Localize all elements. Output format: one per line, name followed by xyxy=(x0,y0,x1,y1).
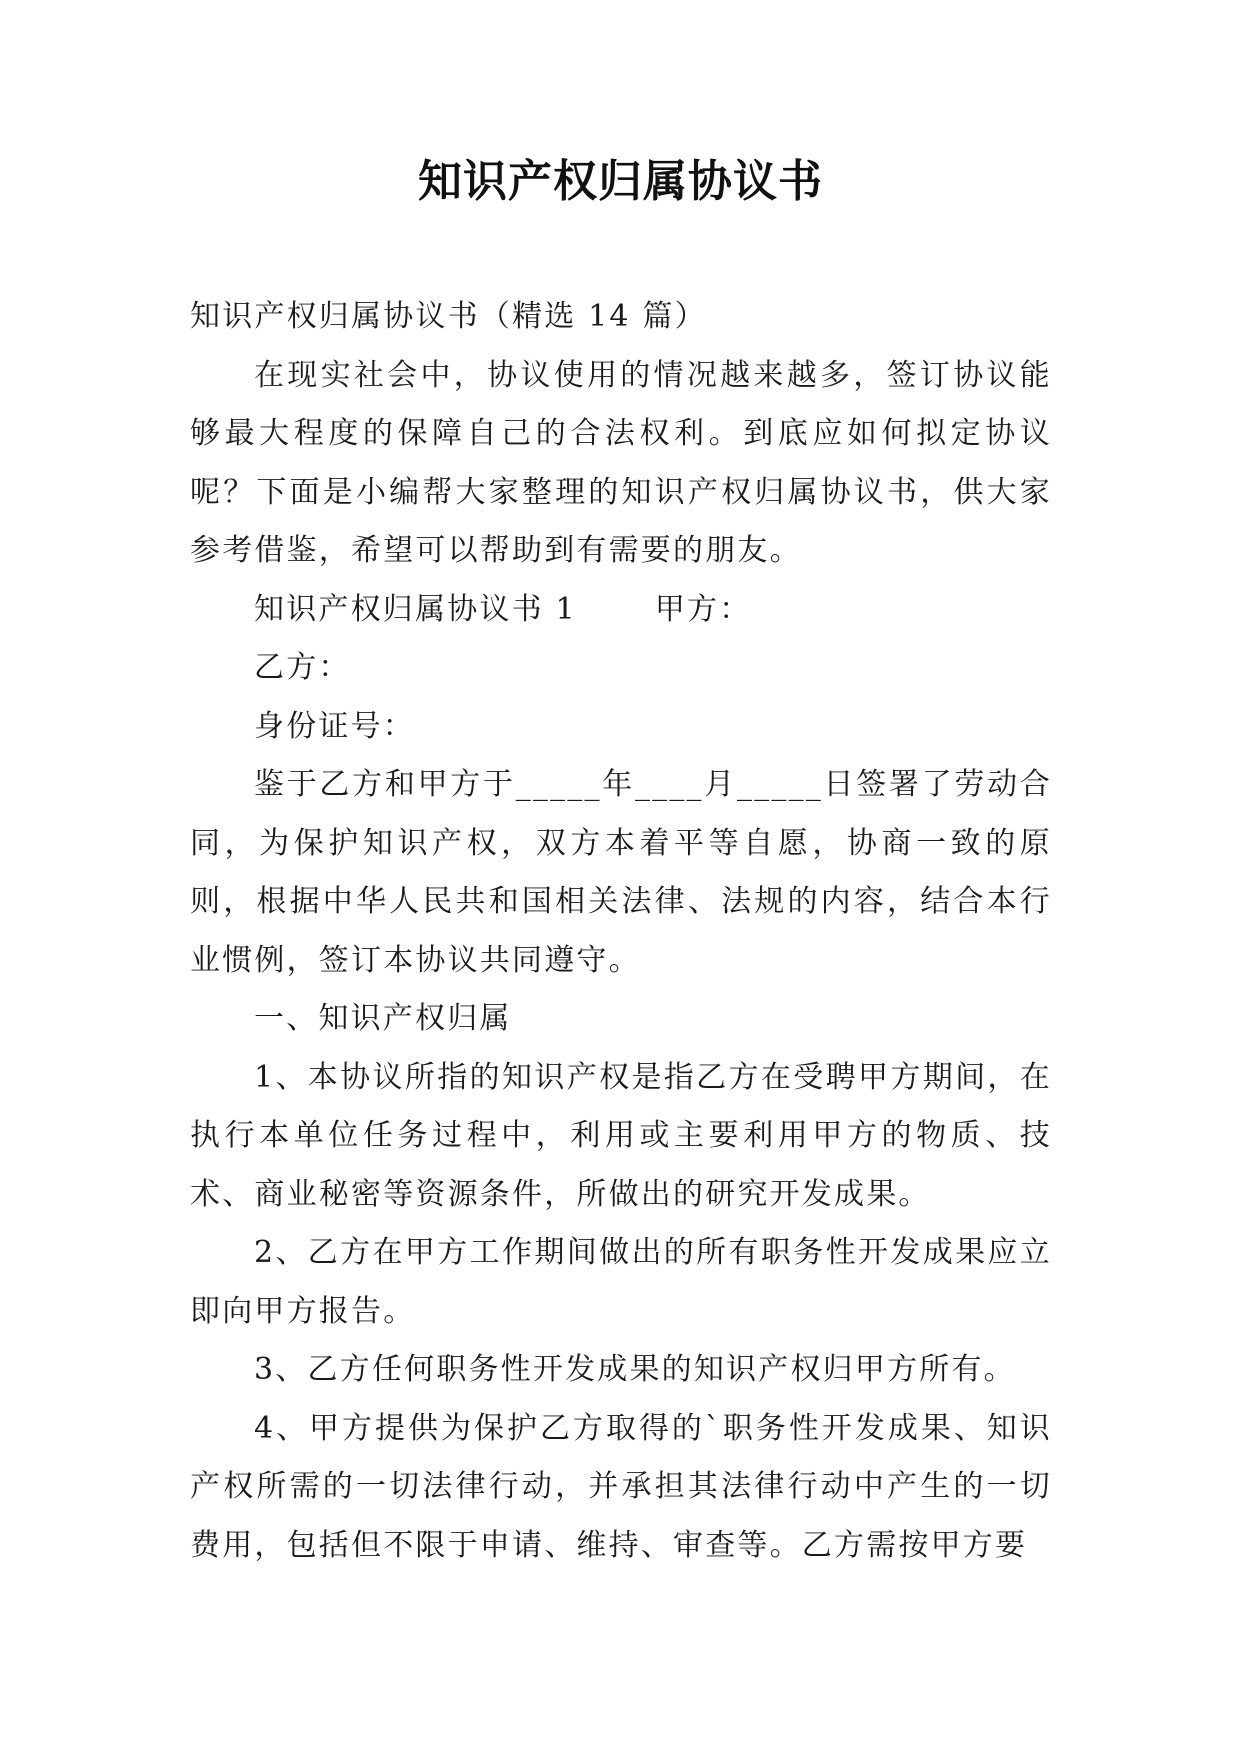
section-heading: 知识产权归属协议书 1 xyxy=(254,591,577,627)
clause-3: 3、乙方任何职务性开发成果的知识产权归甲方所有。 xyxy=(254,1352,1016,1387)
intro-paragraph: 在现实社会中，协议使用的情况越来越多，签订协议能够最大程度的保障自己的合法权利。到底应如何拟定协议呢？下面是小编帮大家整理的知识产权归属协议书，供大家参考借鉴，希望可以帮助到有需要的朋友。 xyxy=(190,357,1052,568)
section-heading-line xyxy=(190,581,1052,640)
clause-1: 1、本协议所指的知识产权是指乙方在受聘甲方期间，在执行本单位任务过程中，利用或主要利用甲方的物质、技术、商业秘密等资源条件，所做出的研究开发成果。 xyxy=(190,1059,1052,1212)
id-number-label: 身份证号： xyxy=(254,708,415,744)
clause-2: 2、乙方在甲方工作期间做出的所有职务性开发成果应立即向甲方报告。 xyxy=(190,1235,1052,1329)
clause-4: 4、甲方提供为保护乙方取得的`职务性开发成果、知识产权所需的一切法律行动，并承担其法律行动中产生的一切费用，包括但不限于申请、维持、审查等。乙方需按甲方要 xyxy=(190,1410,1052,1563)
party-b-label: 乙方： xyxy=(254,650,351,685)
clause-heading: 一、知识产权归属 xyxy=(254,1001,512,1036)
document-title: 知识产权归属协议书 xyxy=(418,156,823,207)
party-a-label: 甲方： xyxy=(654,591,752,627)
preamble-paragraph: 鉴于乙方和甲方于_____年____月_____日签署了劳动合同，为保护知识产权，双方本着平等自愿，协商一致的原则，根据中华人民共和国相关法律、法规的内容，结合本行业惯例，签订本协议共同遵守。 xyxy=(190,767,1052,978)
document-body xyxy=(190,288,1052,1575)
document-subtitle: 知识产权归属协议书（精选 14 篇） xyxy=(190,299,707,334)
